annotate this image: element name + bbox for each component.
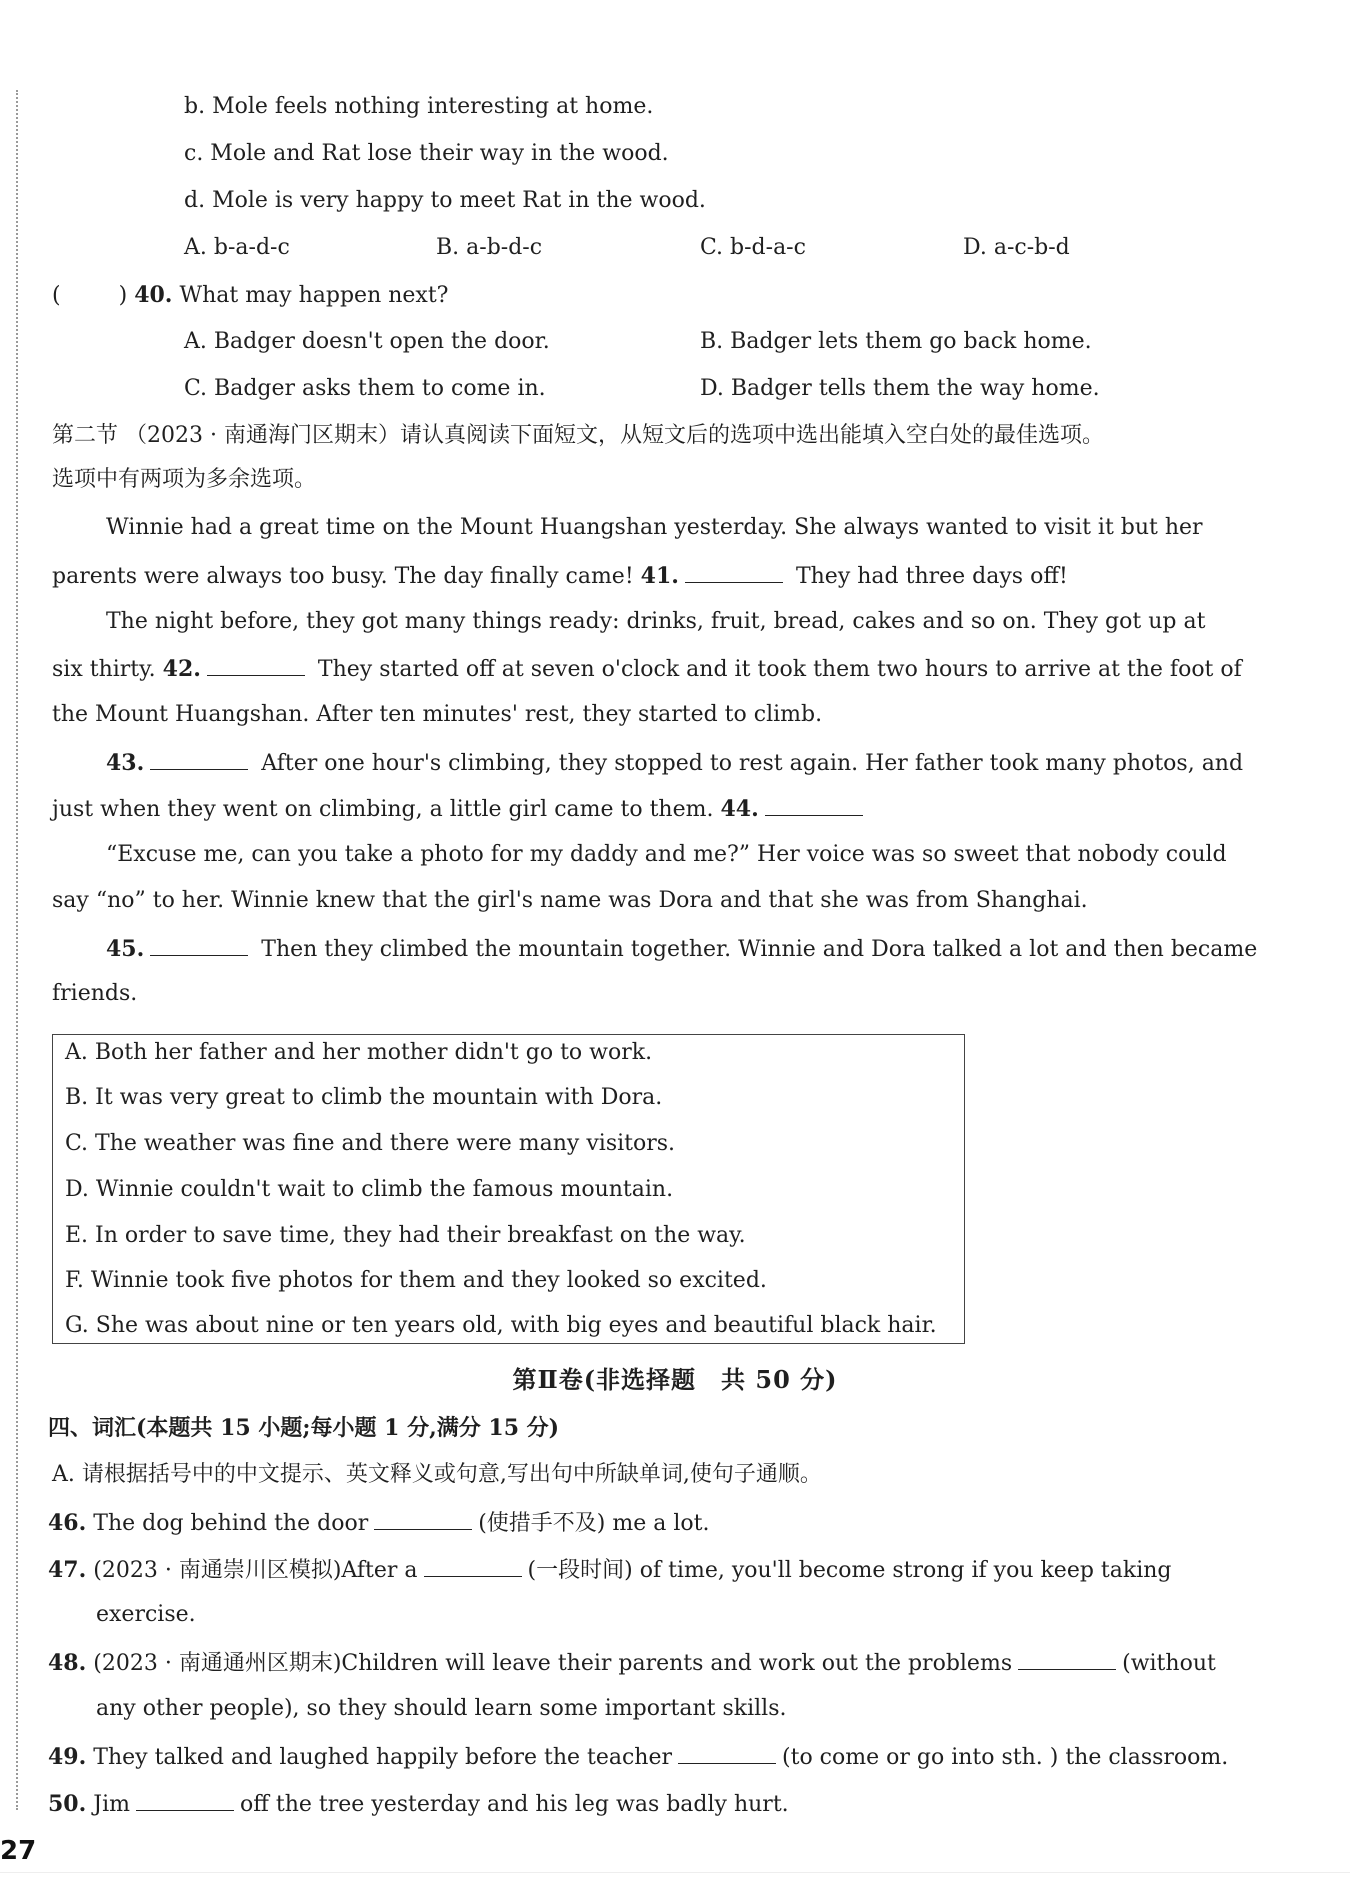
- q47: [48, 1554, 1172, 1586]
- q46-blank[interactable]: [374, 1507, 472, 1530]
- passage-text: six thirty.: [52, 657, 156, 682]
- question-text: (without: [1122, 1651, 1216, 1676]
- q49-number: 49.: [48, 1744, 87, 1770]
- blank-45[interactable]: [150, 933, 248, 956]
- q40-option-c[interactable]: C. Badger asks them to come in.: [184, 376, 546, 401]
- blank-43[interactable]: [150, 747, 248, 770]
- passage-p2-line3: the Mount Huangshan. After ten minutes' rest, they started to climb.: [52, 702, 823, 727]
- passage-p2-line1: The night before, they got many things ready: drinks, fruit, bread, cakes and so on. They got up at: [106, 609, 1206, 634]
- q40-stem: What may happen next?: [179, 283, 449, 308]
- choice-b[interactable]: B. It was very great to climb the mountain with Dora.: [65, 1085, 663, 1110]
- passage-p1-line1: Winnie had a great time on the Mount Huangshan yesterday. She always wanted to visit it but her: [106, 515, 1203, 540]
- blank-41[interactable]: [685, 560, 783, 583]
- question-text: The dog behind the door: [93, 1511, 369, 1536]
- choice-f[interactable]: F. Winnie took five photos for them and they looked so excited.: [65, 1268, 767, 1293]
- question-text: Jim: [93, 1792, 130, 1817]
- question-text: (to come or go into sth. ) the classroom.: [782, 1745, 1229, 1770]
- q49-blank[interactable]: [678, 1741, 776, 1764]
- page-number: 27: [0, 1836, 37, 1866]
- q39-option-b[interactable]: B. a-b-d-c: [436, 235, 543, 260]
- passage-text: They had three days off!: [795, 564, 1068, 589]
- question-text: (使措手不及) me a lot.: [478, 1511, 710, 1536]
- q40-option-b[interactable]: B. Badger lets them go back home.: [700, 329, 1092, 354]
- q48-blank[interactable]: [1018, 1647, 1116, 1670]
- passage-p4-line2: say “no” to her. Winnie knew that the girl's name was Dora and that she was from Shanghai.: [52, 888, 1088, 913]
- q47-blank[interactable]: [424, 1554, 522, 1577]
- vocab-instruction: A. 请根据括号中的中文提示、英文释义或句意,写出句中所缺单词,使句子通顺。: [52, 1462, 822, 1487]
- vocab-heading: 四、词汇(本题共 15 小题;每小题 1 分,满分 15 分): [48, 1415, 560, 1441]
- blank-44[interactable]: [765, 793, 863, 816]
- blank-number-43: 43.: [106, 750, 145, 776]
- passage-p3-line1: [106, 747, 1243, 779]
- q50-number: 50.: [48, 1791, 87, 1817]
- q39-option-a[interactable]: A. b-a-d-c: [184, 235, 290, 260]
- passage-text: After one hour's climbing, they stopped to rest again. Her father took many photos, and: [261, 751, 1244, 776]
- question-text: (2023 · 南通通州区期末)Children will leave their parents and work out the problems: [93, 1651, 1013, 1676]
- q48-number: 48.: [48, 1650, 87, 1676]
- passage-text: parents were always too busy. The day finally came!: [52, 564, 634, 589]
- q50-blank[interactable]: [136, 1788, 234, 1811]
- q50: [48, 1788, 789, 1820]
- answer-paren-open: (: [52, 283, 61, 308]
- section2-intro-line1: 第二节 （2023 · 南通海门区期末）请认真阅读下面短文，从短文后的选项中选出能填入空白处的最佳选项。: [52, 423, 1104, 448]
- passage-p1-line2: [52, 560, 1068, 592]
- blank-number-44: 44.: [720, 796, 759, 822]
- q46: [48, 1507, 709, 1539]
- q39-event-d: d. Mole is very happy to meet Rat in the wood.: [184, 188, 706, 213]
- q39-event-b: b. Mole feels nothing interesting at home.: [184, 94, 654, 119]
- passage-p4-line1: “Excuse me, can you take a photo for my daddy and me?” Her voice was so sweet that nobody could: [106, 842, 1227, 867]
- blank-42[interactable]: [207, 653, 305, 676]
- choice-d[interactable]: D. Winnie couldn't wait to climb the famous mountain.: [65, 1177, 674, 1202]
- passage-text: Then they climbed the mountain together. Winnie and Dora talked a lot and then became: [261, 937, 1258, 962]
- q39-option-d[interactable]: D. a-c-b-d: [963, 235, 1070, 260]
- choice-e[interactable]: E. In order to save time, they had their breakfast on the way.: [65, 1223, 746, 1248]
- passage-p3-line2: [52, 793, 869, 825]
- choice-g[interactable]: G. She was about nine or ten years old, with big eyes and beautiful black hair.: [65, 1313, 937, 1338]
- q47-continued: exercise.: [96, 1602, 196, 1627]
- passage-p5-line1: [106, 933, 1257, 965]
- choice-c[interactable]: C. The weather was fine and there were many visitors.: [65, 1131, 676, 1156]
- q40-option-a[interactable]: A. Badger doesn't open the door.: [184, 329, 550, 354]
- passage-p5-line2: friends.: [52, 981, 138, 1006]
- q48-continued: any other people), so they should learn some important skills.: [96, 1696, 787, 1721]
- q47-number: 47.: [48, 1557, 87, 1583]
- q39-event-c: c. Mole and Rat lose their way in the wood.: [184, 141, 669, 166]
- question-text: off the tree yesterday and his leg was badly hurt.: [240, 1792, 789, 1817]
- section2-intro-line2: 选项中有两项为多余选项。: [52, 467, 317, 492]
- question-text: (一段时间) of time, you'll become strong if you keep taking: [527, 1558, 1172, 1583]
- q40-option-d[interactable]: D. Badger tells them the way home.: [700, 376, 1100, 401]
- passage-text: They started off at seven o'clock and it took them two hours to arrive at the foot of: [317, 657, 1242, 682]
- q46-number: 46.: [48, 1510, 87, 1536]
- choice-a[interactable]: A. Both her father and her mother didn't go to work.: [65, 1040, 653, 1065]
- blank-number-45: 45.: [106, 936, 145, 962]
- passage-p2-line2: [52, 653, 1242, 685]
- q40-stem-line: [52, 280, 448, 311]
- q40-number: 40.: [134, 282, 173, 308]
- question-text: (2023 · 南通崇川区模拟)After a: [93, 1558, 418, 1583]
- q39-option-c[interactable]: C. b-d-a-c: [700, 235, 806, 260]
- question-text: They talked and laughed happily before the teacher: [93, 1745, 673, 1770]
- passage-text: just when they went on climbing, a little girl came to them.: [52, 797, 714, 822]
- binding-margin-dotted-line: [16, 90, 18, 1810]
- part2-title: 第Ⅱ卷(非选择题 共 50 分): [512, 1365, 838, 1394]
- q49: [48, 1741, 1228, 1773]
- blank-number-41: 41.: [640, 563, 679, 589]
- answer-paren-close: ): [118, 283, 128, 308]
- blank-number-42: 42.: [162, 656, 201, 682]
- q48: [48, 1647, 1216, 1679]
- page-bottom-edge: [0, 1872, 1350, 1873]
- choices-box: [52, 1034, 965, 1344]
